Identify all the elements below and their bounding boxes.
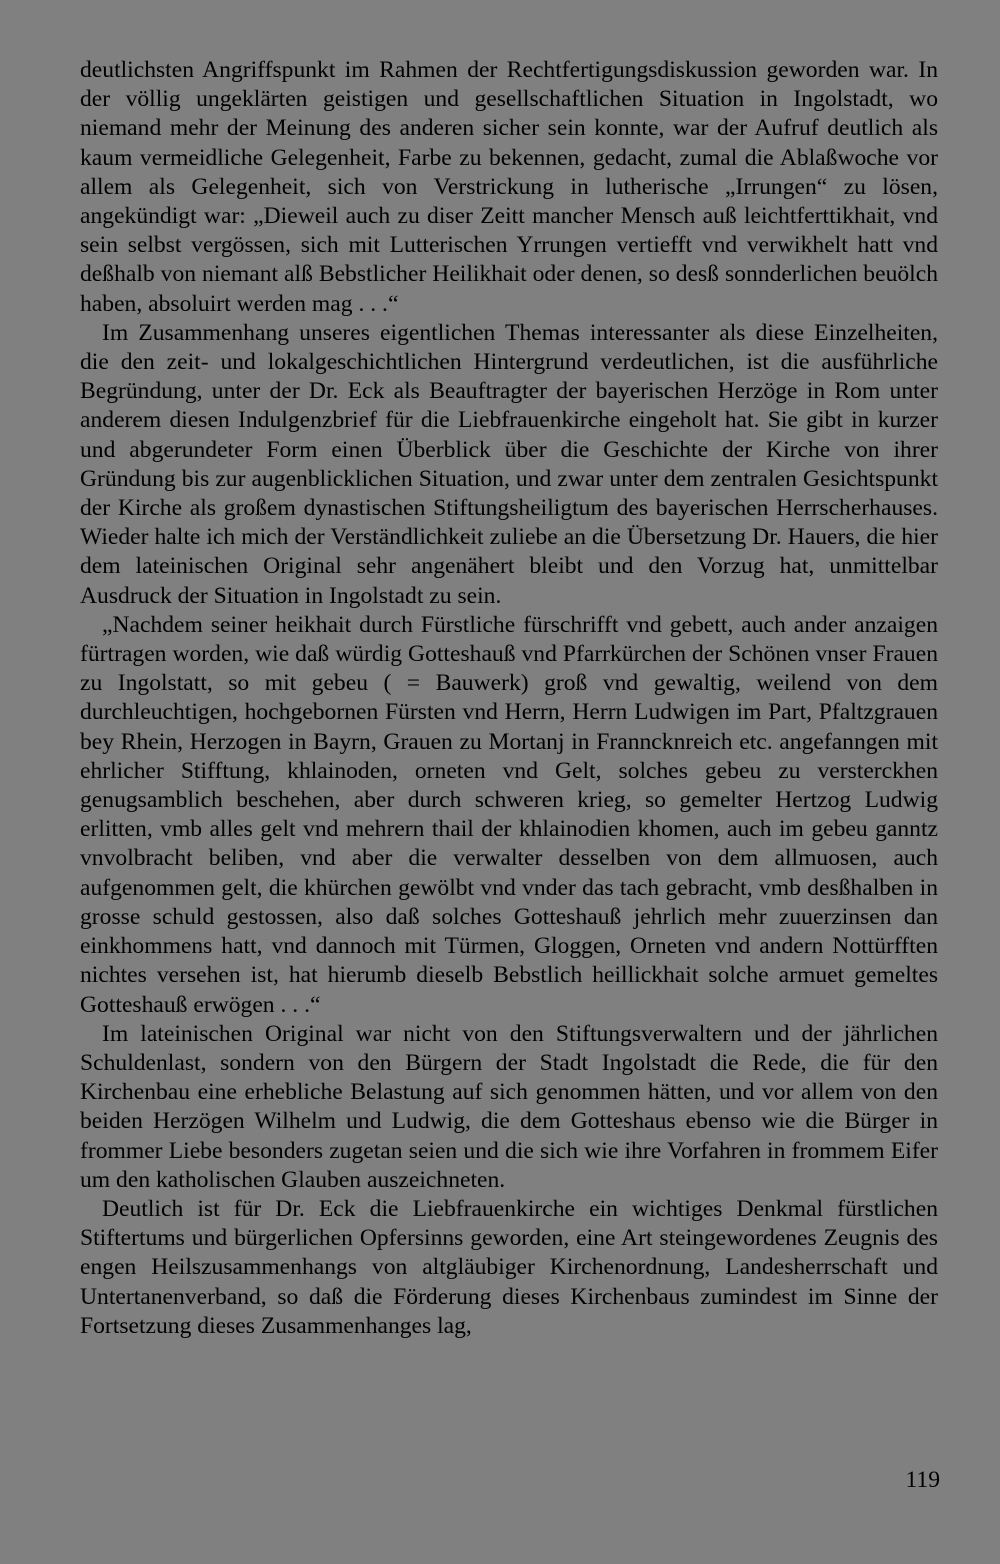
paragraph-latin-original: Im lateinischen Original war nicht von den Stiftungsverwaltern und der jährlichen Schuldenlast, sondern von den Bürgern der Stadt Ingolstadt die Rede, die für den Kirchenbau eine erhebliche Belastung auf sich genommen hätten, und vor allem von den beiden Herzögen Wilhelm und Ludwig, die dem Gotteshaus ebenso wie die Bürger in frommer Liebe besonders zugetan seien und die sich wie ihre Vorfahren in frommem Eifer um den katholischen Glauben auszeichneten.	[80, 1020, 938, 1193]
page-text	[80, 56, 938, 1341]
page-number: 119	[905, 1467, 940, 1493]
paragraph-background-context: Im Zusammenhang unseres eigentlichen Themas interessanter als diese Einzelheiten, die den zeit- und lokalgeschichtlichen Hintergrund verdeutlichen, ist die ausführliche Begründung, unter der Dr. Eck als Beauftragter der bayerischen Herzöge in Rom unter anderem diesen Indulgenzbrief für die Liebfrauenkirche eingeholt hat. Sie gibt in kurzer und abgerundeter Form einen Überblick über die Geschichte der Kirche von ihrer Gründung bis zur augenblicklichen Situation, und zwar unter dem zentralen Gesichtspunkt der Kirche als großem dynastischen Stiftungsheiligtum des bayerischen Herrscherhauses. Wieder halte ich mich der Verständlichkeit zuliebe an die Übersetzung Dr. Hauers, die hier dem lateinischen Original sehr angenähert bleibt und den Vorzug hat, unmittelbar Ausdruck der Situation in Ingolstadt zu sein.	[80, 319, 938, 609]
paragraph-conclusion: Deutlich ist für Dr. Eck die Liebfrauenkirche ein wichtiges Denkmal fürstlichen Stiftertums und bürgerlichen Opfersinns geworden, eine Art steingewordenes Zeugnis des engen Heilszusammenhangs von altgläubiger Kirchenordnung, Landesherrschaft und Untertanenverband, so daß die Förderung dieses Kirchenbaus zumindest im Sinne der Fortsetzung dieses Zusammenhanges lag,	[80, 1195, 938, 1339]
paragraph-quotation: „Nachdem seiner heikhait durch Fürstliche fürschrifft vnd gebett, auch ander anzaigen fürtragen worden, wie daß würdig Gotteshauß vnd Pfarrkürchen der Schönen vnser Frauen zu Ingolstatt, so mit gebeu ( = Bauwerk) groß vnd gewaltig, weilend von dem durchleuchtigen, hochgebornen Fürsten vnd Herrn, Herrn Ludwigen im Part, Pfaltzgrauen bey Rhein, Herzogen in Bayrn, Grauen zu Mortanj in Franncknreich etc. angefanngen mit ehrlicher Stifftung, khlainoden, orneten vnd Gelt, solches gebeu zu versterckhen genugsamblich beschehen, aber durch schweren krieg, so gemelter Hertzog Ludwig erlitten, vmb alles gelt vnd mehrern thail der khlainodien khomen, auch im gebeu ganntz vnvolbracht beliben, vnd aber die verwalter desselben von dem allmuosen, auch aufgenommen gelt, die khürchen gewölbt vnd vnder das tach gebracht, vmb desßhalben in grosse schuld gestossen, also daß solches Gotteshauß jehrlich mehr zuuerzinsen dan einkhommens hatt, vnd dannoch mit Türmen, Gloggen, Orneten vnd andern Nottürfften nichtes versehen ist, hat hierumb dieselb Bebstlich heillickhait solche armuet gemeltes Gotteshauß erwögen . . .“	[80, 611, 938, 1018]
paragraph-continuation: deutlichsten Angriffspunkt im Rahmen der Rechtfertigungsdiskussion geworden war. In der völlig ungeklärten geistigen und gesellschaftlichen Situation in Ingolstadt, wo niemand mehr der Meinung des anderen sicher sein konnte, war der Aufruf deutlich als kaum vermeidliche Gelegenheit, Farbe zu bekennen, gedacht, zumal die Ablaßwoche vor allem als Gelegenheit, sich von Verstrickung in lutherische „Irrungen“ zu lösen, angekündigt war: „Dieweil auch zu diser Zeitt mancher Mensch auß leichtferttikhait, vnd sein selbst vergössen, sich mit Lutterischen Yrrungen vertiefft vnd verwikhelt hatt vnd deßhalb von niemant alß Bebstlicher Heilikhait oder denen, so desß sonnderlichen beuölch haben, absoluirt werden mag . . .“	[80, 57, 938, 317]
